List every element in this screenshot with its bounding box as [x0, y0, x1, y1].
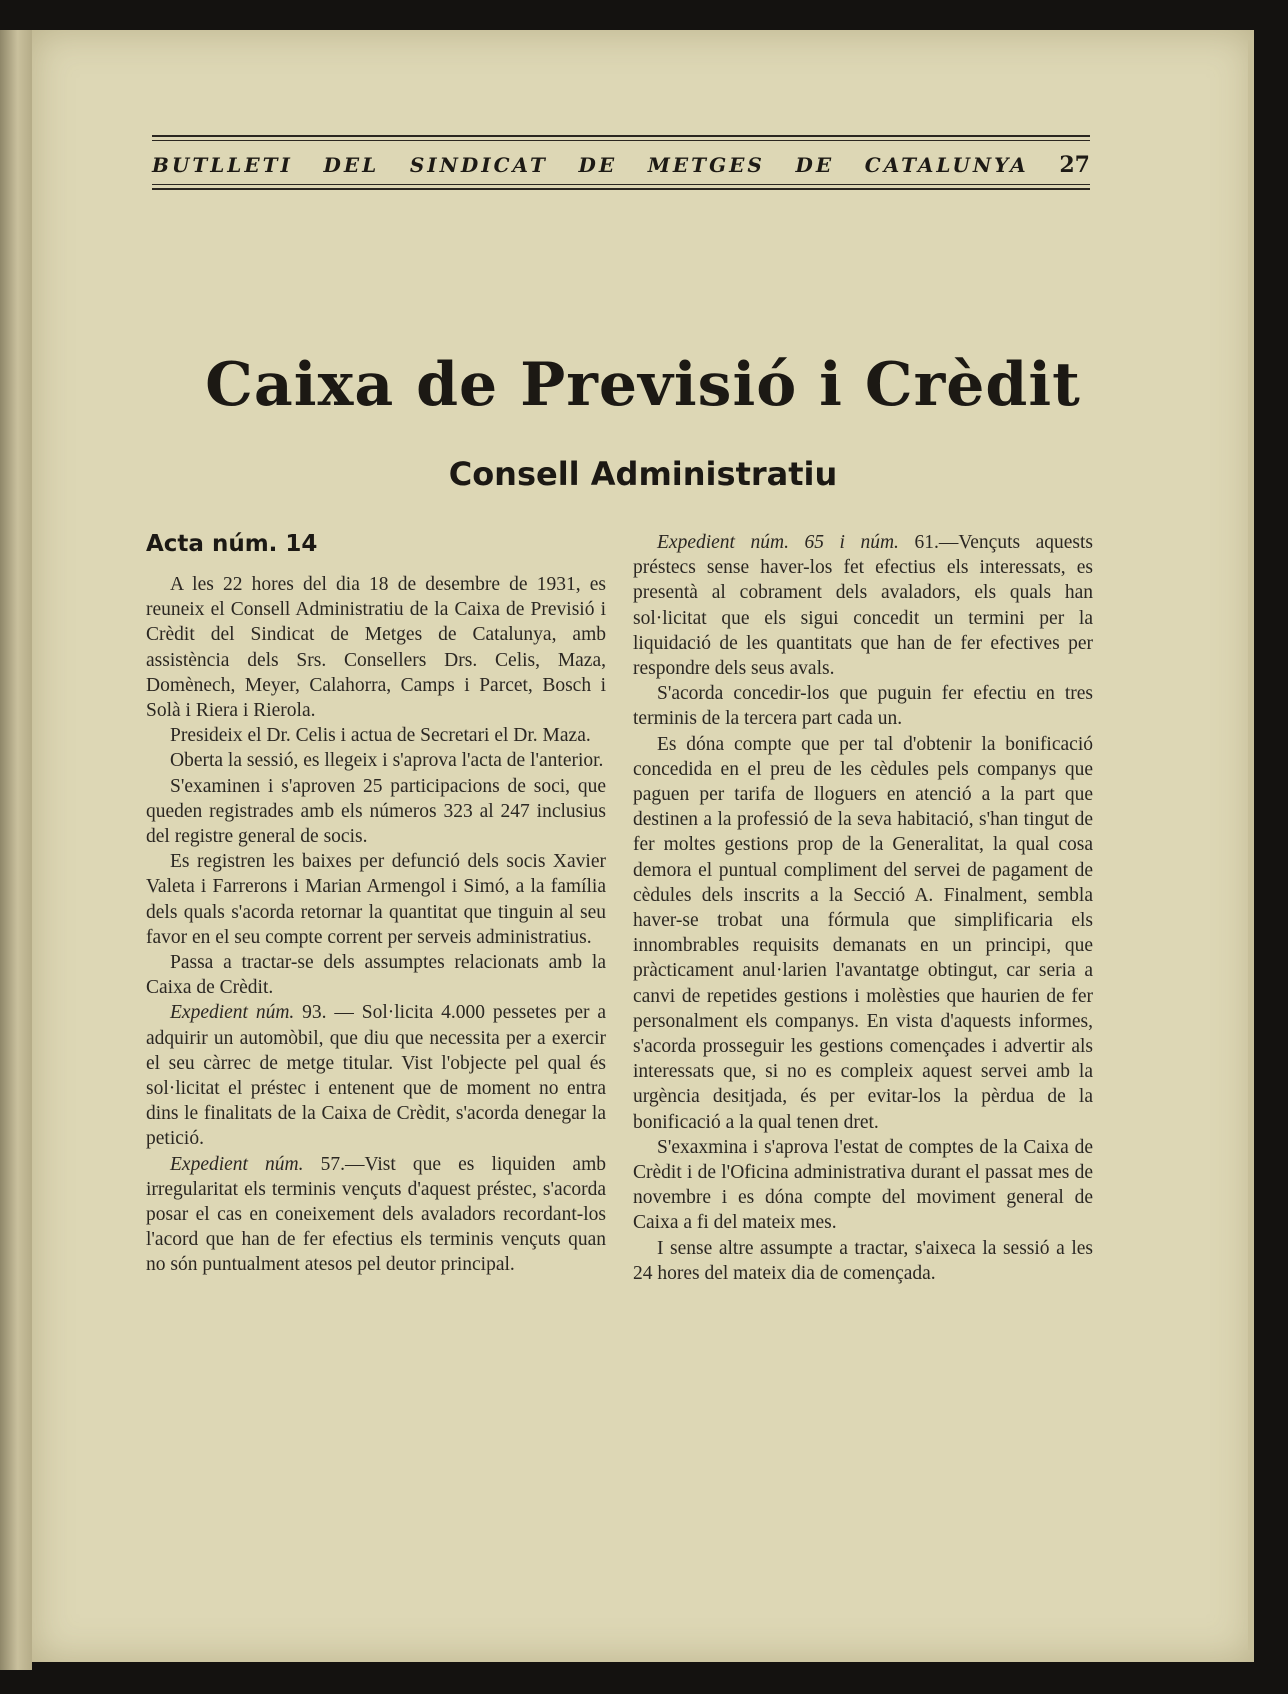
header-rule-bottom [152, 188, 1090, 190]
header-word: METGES [647, 153, 765, 177]
paragraph: S'examinen i s'aproven 25 participacions de soci, que queden registrades amb els números 323 al 247 inclusius del registre general de socis. [146, 775, 606, 848]
paragraph: Oberta la sessió, es llegeix i s'aprova l'acta de l'anterior. [170, 750, 604, 772]
header-title [152, 144, 1090, 184]
header-word: DE [795, 153, 835, 177]
expedient-paragraph [146, 1000, 606, 1151]
expedient-paragraph [146, 1152, 606, 1278]
section-heading: Acta núm. 14 [146, 531, 318, 557]
header-word: DE [578, 153, 618, 177]
running-header [152, 135, 1090, 193]
left-column [146, 530, 606, 1278]
header-word: DEL [323, 153, 380, 177]
paragraph: S'exaxmina i s'aprova l'estat de comptes de la Caixa de Crèdit i de l'Oficina administrativa durant el passat mes de novembre i es dóna compte del moviment general de Caixa a fi del mateix mes. [633, 1136, 1093, 1234]
expedient-text: 93. — Sol·licita 4.000 pessetes per a adquirir un automòbil, que diu que necessita per a exercir el seu càrrec de metge titular. Vist l'objecte pel qual és sol·licitat el préstec i entenent que de moment no entra dins le finalitats de la Caixa de Crèdit, s'acorda denegar la petició. [146, 1002, 606, 1150]
paragraph: S'acorda concedir-los que puguin fer efectiu en tres terminis de la tercera part cada un. [633, 683, 1093, 730]
right-column [633, 530, 1093, 1286]
header-word: SINDICAT [409, 153, 548, 177]
expedient-label-mid: 65 i [804, 532, 845, 553]
paragraph: Presideix el Dr. Celis i actua de Secretari el Dr. Maza. [170, 725, 591, 747]
expedient-label: Expedient núm. [170, 1002, 295, 1024]
header-rule-top [152, 135, 1090, 137]
expedient-label: Expedient núm. [657, 532, 789, 553]
header-rule-bottom-thin [152, 184, 1090, 185]
page [32, 30, 1254, 1662]
expedient-paragraph [633, 530, 1093, 681]
paragraph: I sense altre assumpte a tractar, s'aixeca la sessió a les 24 hores del mateix dia de començada. [633, 1237, 1093, 1284]
paragraph: A les 22 hores del dia 18 de desembre de 1931, es reuneix el Consell Administratiu de la Caixa de Previsió i Crèdit del Sindicat de Metges de Catalunya, amb assistència dels Srs. Consellers Drs. Celis, Maza, Domènech, Meyer, Calahorra, Camps i Parcet, Bosch i Solà i Riera i Rierola. [146, 574, 606, 722]
paragraph: Es dóna compte que per tal d'obtenir la bonificació concedida en el preu de les cèdules pels companys que paguen per tarifa de lloguers en atenció a la part que destinen a la professió de la seva habitació, s'han tingut de fer moltes gestions prop de la Generalitat, la qual cosa demora el puntual compliment del servei de pagament de cèdules dels inscrits a la Secció A. Finalment, sembla haver-se trobat una fórmula que simplificaria els innombrables requisits demanats en un principi, que pràcticament anul·larien l'avantatge obtingut, car seria a canvi de repetides gestions i molèsties que haurien de fer personalment els companys. En vista d'aquests informes, s'acorda prosseguir les gestions començades i advertir als interessats que, si no es compleix aquest servei amb la urgència desitjada, és per evitar-los la pèrdua de la bonificació a la qual tenen dret. [633, 733, 1093, 1133]
expedient-text: 61.—Vençuts aquests préstecs sense haver-los fet efectius els interessats, es presentà al cobrament dels avaladors, els quals han sol·licitat que els sigui concedit un termini per la liquidació de les quantitats que han de fer efectives per respondre dels seus avals. [633, 532, 1094, 680]
page-number: 27 [1059, 152, 1090, 178]
header-word: CATALUNYA [864, 153, 1029, 177]
article-title: Caixa de Previsió i Crèdit [205, 350, 1081, 420]
expedient-text: 57.—Vist que es liquiden amb irregularitat els terminis vençuts d'aquest préstec, s'acorda posar el cas en coneixement dels avaladors recordant-los l'acord que han de fer efectius els terminis vençuts quan no són puntualment atesos pel deutor principal. [146, 1153, 607, 1276]
expedient-label: Expedient núm. [170, 1153, 304, 1175]
article-subtitle: Consell Administratiu [448, 455, 838, 493]
book-spine [0, 30, 32, 1670]
header-word: BUTLLETI [152, 153, 293, 177]
expedient-label-2: núm. [860, 532, 899, 553]
header-rule-top-thin [152, 140, 1090, 141]
paragraph: Es registren les baixes per defunció dels socis Xavier Valeta i Farrerons i Marian Armengol i Simó, a la família dels quals s'acorda retornar la quantitat que tinguin al seu favor en el seu compte corrent per serveis administratius. [146, 851, 606, 948]
paragraph: Passa a tractar-se dels assumptes relacionats amb la Caixa de Crèdit. [146, 952, 606, 999]
